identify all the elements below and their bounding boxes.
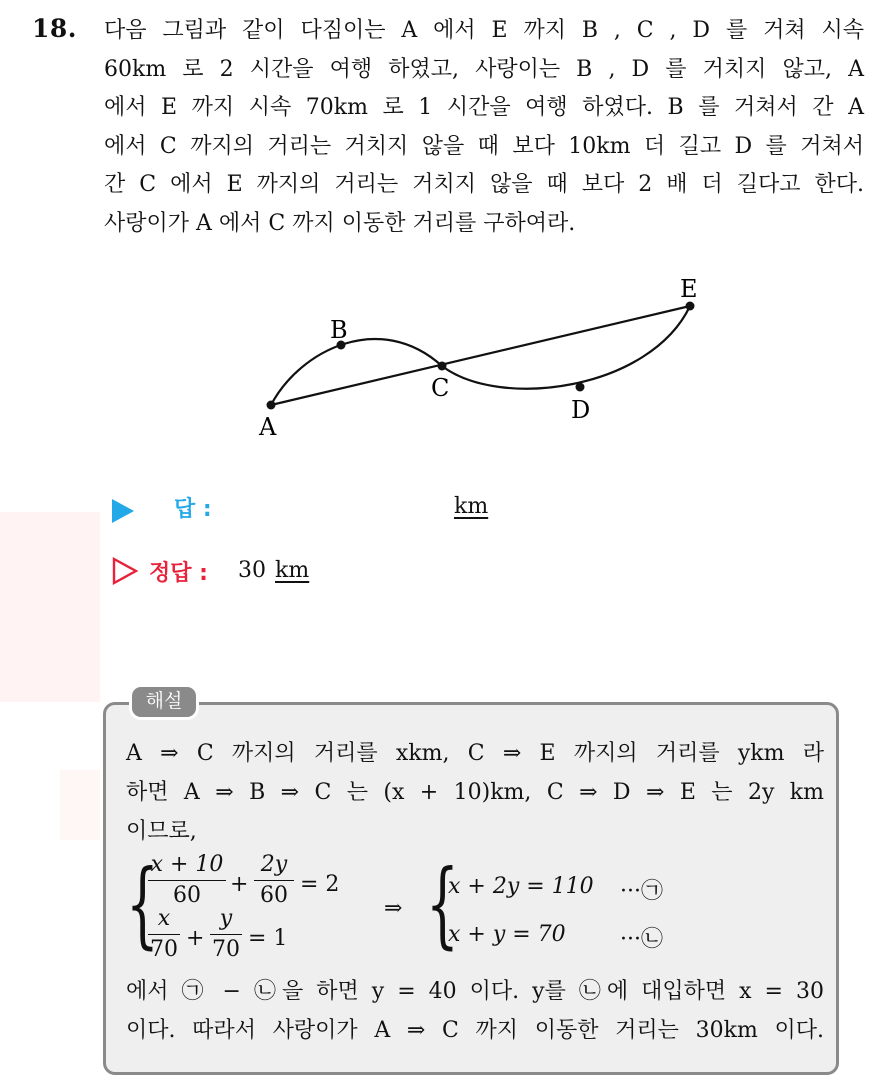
equation-rhs: = 2 [300, 872, 340, 897]
question-line: 60km 로 2 시간을 여행 하였고, 사랑이는 B , D 를 거치지 않고, A [104, 56, 864, 82]
label-a: A [259, 413, 277, 441]
solution-line: 이다. 따라서 사랑이가 A ⇒ C 까지 이동한 거리는 30km 이다. [126, 1018, 824, 1043]
question-line: 간 C 에서 E 까지의 거리는 거치지 않을 때 보다 2 배 더 길다고 한다. [104, 172, 864, 197]
label-c: C [431, 374, 450, 402]
correct-answer-row [112, 552, 612, 592]
decorative-background-block [0, 512, 100, 702]
question-line: 사랑이가 A 에서 C 까지 이동한 거리를 구하여라. [104, 210, 576, 236]
answer-unit: km [454, 494, 489, 519]
curved-route-c-d-e [442, 306, 690, 389]
play-triangle-icon [112, 499, 134, 523]
left-brace: { [126, 850, 159, 959]
fraction: x + 10 60 [148, 852, 226, 909]
equation-1-marker: ···㉠ [620, 879, 663, 904]
point-a [267, 401, 276, 410]
answer-row [112, 490, 612, 530]
fraction: 2y 60 [254, 852, 294, 909]
question-line: 에서 C 까지의 거리는 거치지 않을 때 보다 10km 더 길고 D 를 거쳐서 [104, 133, 864, 159]
correct-answer-value: 30 [238, 558, 266, 583]
equation-system-right [380, 852, 710, 962]
label-e: E [680, 275, 698, 303]
route-figure [250, 270, 710, 450]
decorative-background-block [60, 770, 100, 840]
fraction: y 70 [212, 906, 240, 962]
question-text [104, 12, 864, 243]
equation-1: x + 2y = 110 [448, 874, 594, 899]
question-line: 다음 그림과 같이 다짐이는 A 에서 E 까지 B , C , D 를 거쳐 시속 [104, 18, 864, 43]
correct-answer-label: 정답 : [149, 561, 208, 586]
solution-tab: 해설 [129, 684, 199, 720]
equation-2-marker: ···㉡ [620, 927, 663, 952]
plus-sign: + [186, 926, 205, 951]
right-brace: { [426, 850, 459, 959]
point-d [576, 383, 585, 392]
question-line: 에서 E 까지 시속 70km 로 1 시간을 여행 하였다. B 를 거쳐서 간 A [104, 95, 864, 120]
outline-triangle-icon [112, 557, 138, 585]
solution-line: 하면 A ⇒ B ⇒ C 는 (x + 10)km, C ⇒ D ⇒ E 는 2y km [126, 780, 824, 805]
solution-text [126, 734, 824, 851]
label-d: D [571, 396, 591, 424]
label-b: B [330, 316, 348, 344]
correct-answer-unit: km [275, 558, 310, 583]
fraction: x 70 [150, 906, 178, 962]
equation-2: x + y = 70 [448, 922, 566, 947]
answer-label: 답 : [174, 497, 212, 522]
solution-line: 이므로, [126, 819, 197, 844]
equation-rhs: = 1 [248, 926, 288, 951]
point-c [438, 362, 447, 371]
question-number: 18. [32, 14, 77, 43]
equation-system-left [126, 852, 396, 962]
solution-line: 에서 ㉠ − ㉡을 하면 y = 40 이다. y를 ㉡에 대입하면 x = 30 [126, 979, 824, 1004]
curved-route-a-b-c [271, 339, 442, 405]
implies-arrow: ⇒ [384, 896, 403, 921]
plus-sign: + [230, 872, 249, 897]
solution-text-2 [126, 972, 824, 1050]
solution-line: A ⇒ C 까지의 거리를 xkm, C ⇒ E 까지의 거리를 ykm 라 [126, 741, 824, 766]
